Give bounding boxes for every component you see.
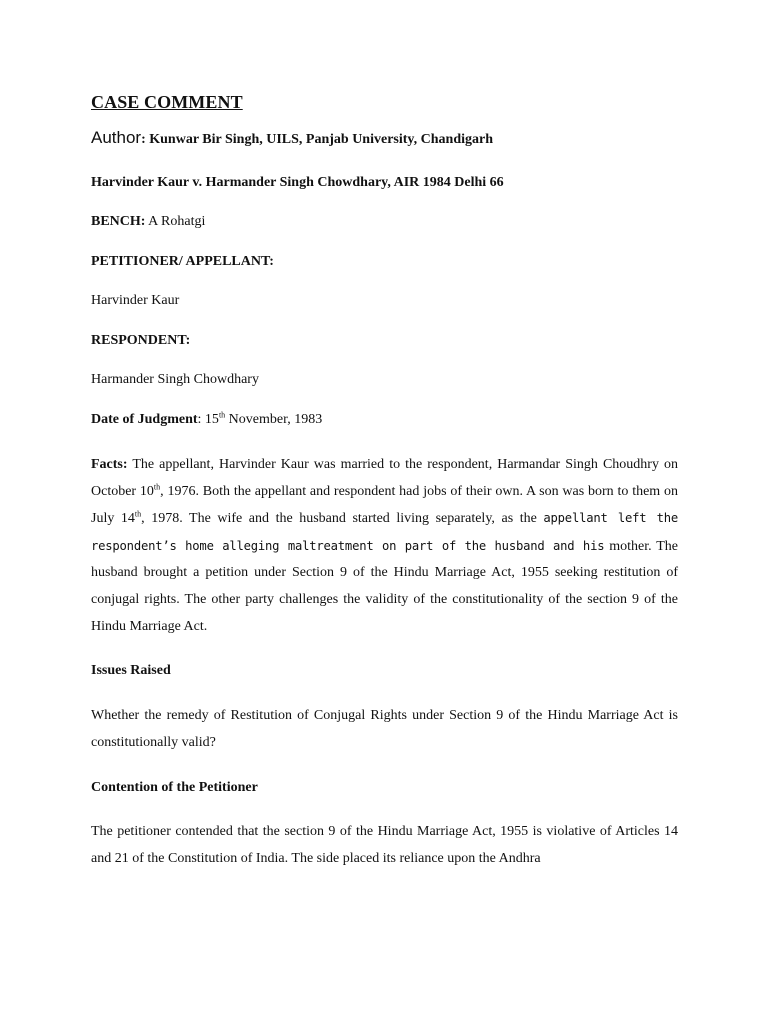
contention-paragraph: The petitioner contended that the section 9 of the Hindu Marriage Act, 1955 is violative of Articles 14 and 21 of the Constitution of India. The side placed its reliance upon the Andhra	[91, 824, 678, 866]
issues-heading: Issues Raised	[91, 663, 171, 678]
issues-paragraph: Whether the remedy of Restitution of Conjugal Rights under Section 9 of the Hindu Marriage Act is constitutionally valid?	[91, 708, 678, 750]
facts-text-1: The appellant, Harvinder Kaur was married to the respondent, Harmandar Singh Choudhry on October 10	[91, 457, 678, 499]
bench-line	[91, 214, 678, 230]
judgment-date-line	[91, 412, 678, 428]
facts-label: Facts:	[91, 457, 128, 472]
author-label: Author	[91, 128, 142, 147]
facts-paragraph	[91, 452, 678, 640]
author-line	[91, 128, 678, 148]
facts-text-2: , 1976. Both the appellant and respondent had jobs of their own. A son was born to them on July 14	[91, 483, 679, 527]
facts-text-mono: appellant left the respondent’s home alleging maltreatment on part of the husband and his	[91, 511, 678, 553]
judgment-day: : 15	[197, 412, 219, 427]
judgment-day-suffix: th	[218, 410, 226, 420]
facts-sup-1: th	[153, 481, 161, 491]
author-value: : Kunwar Bir Singh, UILS, Panjab University, Chandigarh	[141, 132, 493, 147]
judgment-month-year: November, 1983	[225, 412, 323, 427]
bench-value: A Rohatgi	[145, 214, 206, 229]
petitioner-name: Harvinder Kaur	[91, 293, 180, 308]
document-title: CASE COMMENT	[91, 92, 243, 112]
facts-sup-2: th	[134, 509, 142, 519]
case-citation: Harvinder Kaur v. Harmander Singh Chowdhary, AIR 1984 Delhi 66	[91, 175, 504, 190]
respondent-heading: RESPONDENT:	[91, 333, 191, 348]
bench-label: BENCH:	[91, 214, 146, 229]
contention-heading: Contention of the Petitioner	[91, 780, 258, 795]
respondent-name: Harmander Singh Chowdhary	[91, 372, 259, 387]
petitioner-heading: PETITIONER/ APPELLANT:	[91, 254, 274, 269]
judgment-label: Date of Judgment	[91, 412, 198, 427]
facts-text-3: , 1978. The wife and the husband started living separately, as the	[141, 511, 537, 527]
facts-text-4: mother. The husband brought a petition under Section 9 of the Hindu Marriage Act, 1955 seeking restitution of conjugal rights. The other party challenges the validity of the constitutionality of the section 9 of the Hindu Marriage Act.	[91, 538, 679, 634]
